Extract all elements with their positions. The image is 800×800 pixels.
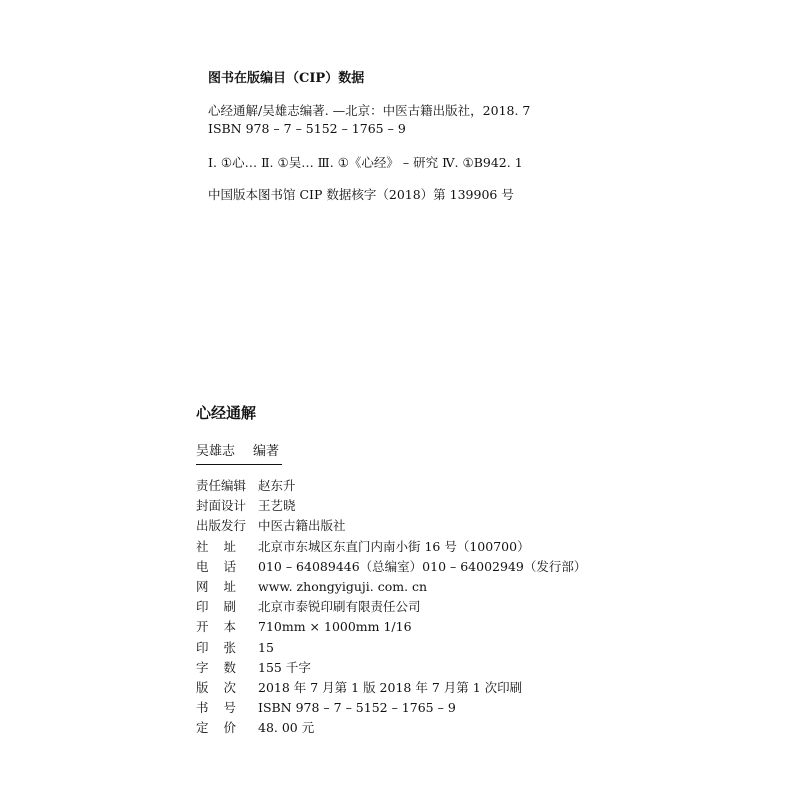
publication-row — [196, 496, 616, 516]
author-line — [196, 443, 616, 461]
publication-value: 48. 00 元 — [258, 720, 315, 736]
publication-row — [196, 617, 616, 637]
publication-label-part: 出版发行 — [196, 518, 247, 534]
publication-label-part: 书 — [196, 700, 209, 716]
publication-row — [196, 638, 616, 658]
publication-label-part: 号 — [223, 700, 236, 716]
publication-label — [196, 476, 258, 496]
publication-value: 北京市泰锐印刷有限责任公司 — [258, 599, 421, 615]
publication-row — [196, 516, 616, 536]
publication-row — [196, 537, 616, 557]
publication-value: www. zhongyiguji. com. cn — [258, 579, 428, 595]
cip-isbn: ISBN 978 – 7 – 5152 – 1765 – 9 — [208, 121, 406, 136]
publication-label-part: 址 — [223, 579, 236, 595]
author-name: 吴雄志 — [196, 444, 236, 459]
publication-label — [196, 658, 236, 678]
publication-label-part: 社 — [196, 538, 209, 554]
publication-label-part: 话 — [223, 558, 236, 574]
publication-label-part: 址 — [223, 538, 236, 554]
publication-label-part: 网 — [196, 579, 209, 595]
cip-block — [208, 70, 628, 204]
publication-label-part: 封面设计 — [196, 498, 247, 514]
publication-row — [196, 698, 616, 718]
publication-label — [196, 496, 258, 516]
publication-label-part: 开 — [196, 619, 209, 635]
publication-label-part: 版 — [196, 680, 209, 696]
publication-label-part: 本 — [223, 619, 236, 635]
publication-label — [196, 597, 236, 617]
publication-row — [196, 476, 616, 496]
publication-info — [196, 476, 616, 739]
author-role: 编著 — [253, 444, 280, 459]
publication-value: 155 千字 — [258, 659, 311, 675]
publication-row — [196, 678, 616, 698]
publication-label-part: 责任编辑 — [196, 478, 247, 493]
divider-rule — [196, 464, 282, 465]
publication-label — [196, 678, 236, 698]
publication-value: 王艺晓 — [258, 498, 296, 514]
cip-subjects: Ⅰ. ①心… Ⅱ. ①吴… Ⅲ. ①《心经》 – 研究 Ⅳ. ①B942. 1 — [208, 155, 523, 170]
publication-label-part: 电 — [196, 558, 209, 574]
publication-label — [196, 537, 236, 557]
cip-verification: 中国版本图书馆 CIP 数据核字（2018）第 139906 号 — [208, 187, 514, 202]
publication-label-part: 价 — [223, 720, 236, 736]
publication-label-part: 印 — [196, 599, 209, 615]
publication-value: 710mm × 1000mm 1/16 — [258, 619, 412, 635]
cip-heading: 图书在版编目（CIP）数据 — [208, 71, 365, 86]
publication-label — [196, 516, 258, 536]
publication-label-part: 次 — [223, 680, 236, 696]
publication-value: 北京市东城区东直门内南小街 16 号（100700） — [258, 538, 530, 554]
publication-label — [196, 577, 236, 597]
publication-value: 010 – 64089446（总编室）010 – 64002949（发行部） — [258, 558, 587, 574]
cip-record: 心经通解/吴雄志编著. —北京：中医古籍出版社，2018. 7 — [208, 103, 531, 118]
book-header — [196, 403, 616, 465]
publication-label-part: 字 — [196, 659, 209, 675]
publication-label-part: 张 — [223, 639, 236, 655]
publication-row — [196, 718, 616, 738]
publication-label-part: 刷 — [223, 599, 236, 615]
publication-label — [196, 617, 236, 637]
publication-value: ISBN 978 – 7 – 5152 – 1765 – 9 — [258, 700, 456, 716]
book-title: 心经通解 — [196, 404, 257, 422]
publication-value: 赵东升 — [258, 478, 296, 493]
publication-label-part: 定 — [196, 720, 209, 736]
publication-label — [196, 718, 236, 738]
publication-label — [196, 557, 236, 577]
publication-row — [196, 658, 616, 678]
publication-row — [196, 597, 616, 617]
publication-label-part: 印 — [196, 639, 209, 655]
publication-row — [196, 577, 616, 597]
publication-label — [196, 698, 236, 718]
publication-value: 中医古籍出版社 — [258, 518, 346, 534]
publication-value: 15 — [258, 639, 274, 655]
publication-label — [196, 638, 236, 658]
publication-value: 2018 年 7 月第 1 版 2018 年 7 月第 1 次印刷 — [258, 680, 523, 696]
publication-row — [196, 557, 616, 577]
publication-label-part: 数 — [223, 659, 236, 675]
